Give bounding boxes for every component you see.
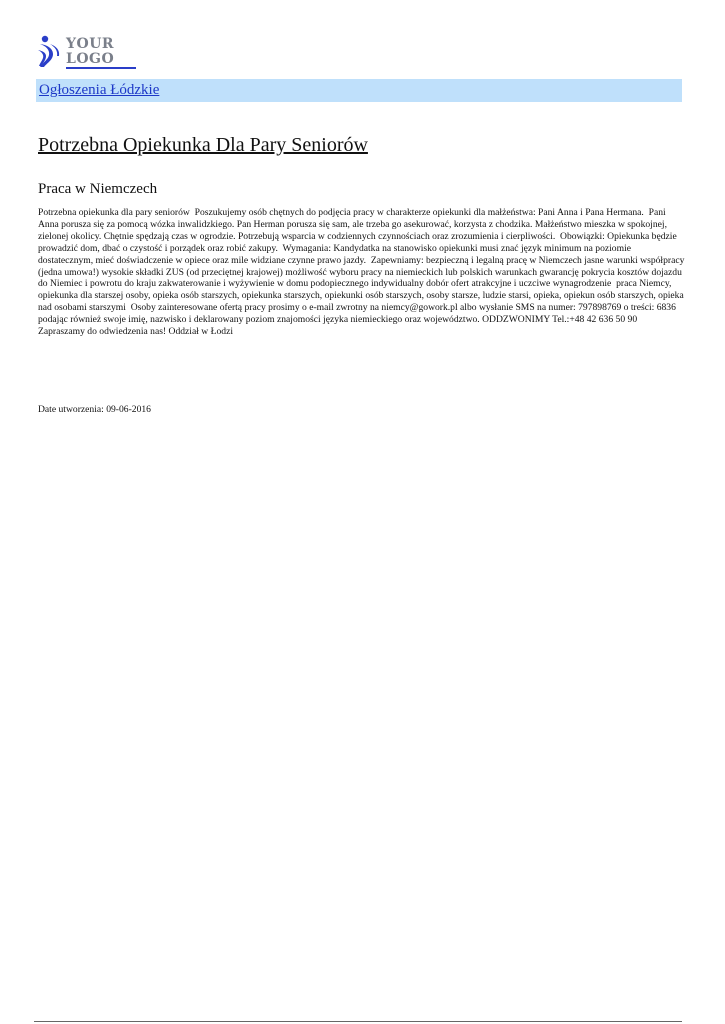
creation-date xyxy=(38,404,151,416)
logo-underline xyxy=(66,67,136,69)
logo-line-1: YOUR xyxy=(66,36,115,52)
stylized-figure-icon xyxy=(36,34,66,72)
logo xyxy=(36,34,136,72)
logo-text xyxy=(66,37,114,67)
listing-subtitle: Praca w Niemczech xyxy=(38,181,158,197)
category-link[interactable]: Ogłoszenia Łódzkie xyxy=(39,82,160,98)
page-title: Potrzebna Opiekunka Dla Pary Seniorów xyxy=(38,134,368,156)
category-bar xyxy=(36,79,682,102)
creation-date-label: Date utworzenia: xyxy=(38,404,104,415)
listing-body: Potrzebna opiekunka dla pary seniorów Poszukujemy osób chętnych do podjęcia pracy w charakterze opiekunki dla małżeństwa: Pani Anna i Pana Hermana. Pani Anna porusza się za pomocą wózka inwalidzkiego. Pan Herman porusza się sam, ale trzeba go asekurować, korzysta z chodzika. Małżeństwo mieszka w spokojnej, zielonej okolicy. Chętnie spędzają czas w ogrodzie. Potrzebują wsparcia w codziennych czynnościach oraz zrozumienia i cierpliwości. Obowiązki: Opiekunka będzie prowadzić dom, dbać o czystość i porządek oraz robić zakupy. Wymagania: Kandydatka na stanowisko opiekunki musi znać język minimum na poziomie dostatecznym, mieć doświadczenie w opiece oraz mile widziane czynne prawo jazdy. Zapewniamy: bezpieczną i legalną pracę w Niemczech jasne warunki współpracy (jedna umowa!) wysokie składki ZUS (od przeciętnej krajowej) możliwość wyboru pracy na niemieckich lub polskich warunkach gwarancję pokrycia kosztów dojazdu do Niemiec i powrotu do kraju zakwaterowanie i wyżywienie w domu podopiecznego indywidualny dobór ofert atrakcyjne i uczciwe wynagrodzenie praca Niemcy, opiekunka dla starszej osoby, opieka osób starszych, opiekunka starszych, opiekunki osób starszych, osoby starsze, ludzie starsi, opieka, opiekun osób starszych, opieka nad osobami starszymi Osoby zainteresowane ofertą pracy prosimy o e-mail zwrotny na niemcy@gowork.pl albo wysłanie SMS na numer: 797898769 o treści: 6836 podając również swoje imię, nazwisko i deklarowany poziom znajomości języka niemieckiego oraz województwo. ODDZWONIMY Tel.:+48 42 636 50 90 Zapraszamy do odwiedzenia nas! Oddział w Łodzi xyxy=(38,207,687,338)
creation-date-value: 09-06-2016 xyxy=(106,404,151,415)
logo-line-2: LOGO xyxy=(66,51,115,67)
footer-divider xyxy=(34,1021,682,1022)
